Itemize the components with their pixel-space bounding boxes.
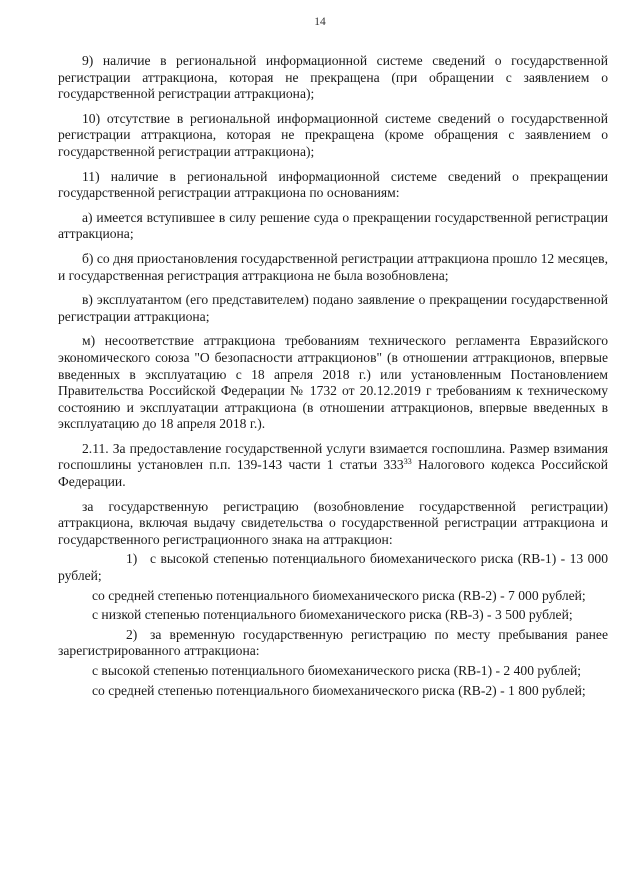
fee-temp-rb1: с высокой степенью потенциального биомеханического риска (RB-1) - 2 400 рублей; xyxy=(92,663,582,678)
subclause-b: б) со дня приостановления государственной регистрации аттракциона прошло 12 месяцев, и государственная регистрация аттракциона не была возобновлена; xyxy=(58,250,608,283)
clause-9: 9) наличие в региональной информационной системе сведений о государственной регистрации аттракциона, которая не прекращена (при обращении с заявлением о государственной регистрации аттракциона); xyxy=(58,53,608,102)
fee-item-1 xyxy=(58,551,608,584)
document-body xyxy=(58,53,608,702)
fee-intro-paragraph xyxy=(58,441,608,491)
clause-10: 10) отсутствие в региональной информационной системе сведений о государственной регистрации аттракциона, которая не прекращена (кроме обращения с заявлением о государственной регистрации аттракциона); xyxy=(58,110,608,159)
fee-item-1-text: с высокой степенью потенциального биомеханического риска (RB-1) - 13 000 рублей; xyxy=(58,551,608,584)
fee-item-2-number: 2) xyxy=(126,626,138,642)
fee-intro-tail: Налогового кодекса Российской Федерации. xyxy=(58,457,608,490)
clause-11: 11) наличие в региональной информационной системе сведений о прекращении государственной регистрации аттракциона по основаниям: xyxy=(58,168,608,201)
fee-registration: за государственную регистрацию (возобновление государственной регистрации) аттракциона, включая выдачу свидетельства о государственной регистрации аттракциона и государственного регистрационного знака на аттракцион: xyxy=(58,498,608,547)
fee-intro-text: 2.11. За предоставление государственной услуги взимается госпошлина. Размер взимания госпошлины установлен п.п. 139-143 части 1 статьи 333 xyxy=(58,440,608,473)
fee-item-2-text: за временную государственную регистрацию по месту пребывания ранее зарегистрированного аттракциона: xyxy=(58,626,608,659)
fee-item-rb3: с низкой степенью потенциального биомеханического риска (RB-3) - 3 500 рублей; xyxy=(92,607,573,623)
fee-temp-rb2: со средней степенью потенциального биомеханического риска (RB-2) - 1 800 рублей; xyxy=(92,682,586,698)
footnote-ref: 33 xyxy=(403,457,412,467)
subclause-v: в) эксплуатантом (его представителем) подано заявление о прекращении государственной регистрации аттракциона; xyxy=(58,292,608,324)
fee-item-rb2: со средней степенью потенциального биомеханического риска (RB-2) - 7 000 рублей; xyxy=(92,587,586,603)
subclause-m: м) несоответствие аттракциона требованиям технического регламента Евразийского экономического союза "О безопасности аттракционов" (в отношении аттракционов, впервые введенных в эксплуатацию с 18 апреля 2018 г.) или установленным Постановлением Правительства Российской Федерации № 1732 от 20.12.2019 г требованиям к техническому состоянию и эксплуатации аттракциона (в отношении аттракционов, впервые введенных в эксплуатацию до 18 апреля 2018 г.). xyxy=(58,333,608,432)
subclause-a: а) имеется вступившее в силу решение суда о прекращении государственной регистрации аттракциона; xyxy=(58,209,608,242)
fee-item-2 xyxy=(58,627,608,660)
fee-item-1-number: 1) xyxy=(126,551,138,567)
page-number: 14 xyxy=(314,16,326,28)
